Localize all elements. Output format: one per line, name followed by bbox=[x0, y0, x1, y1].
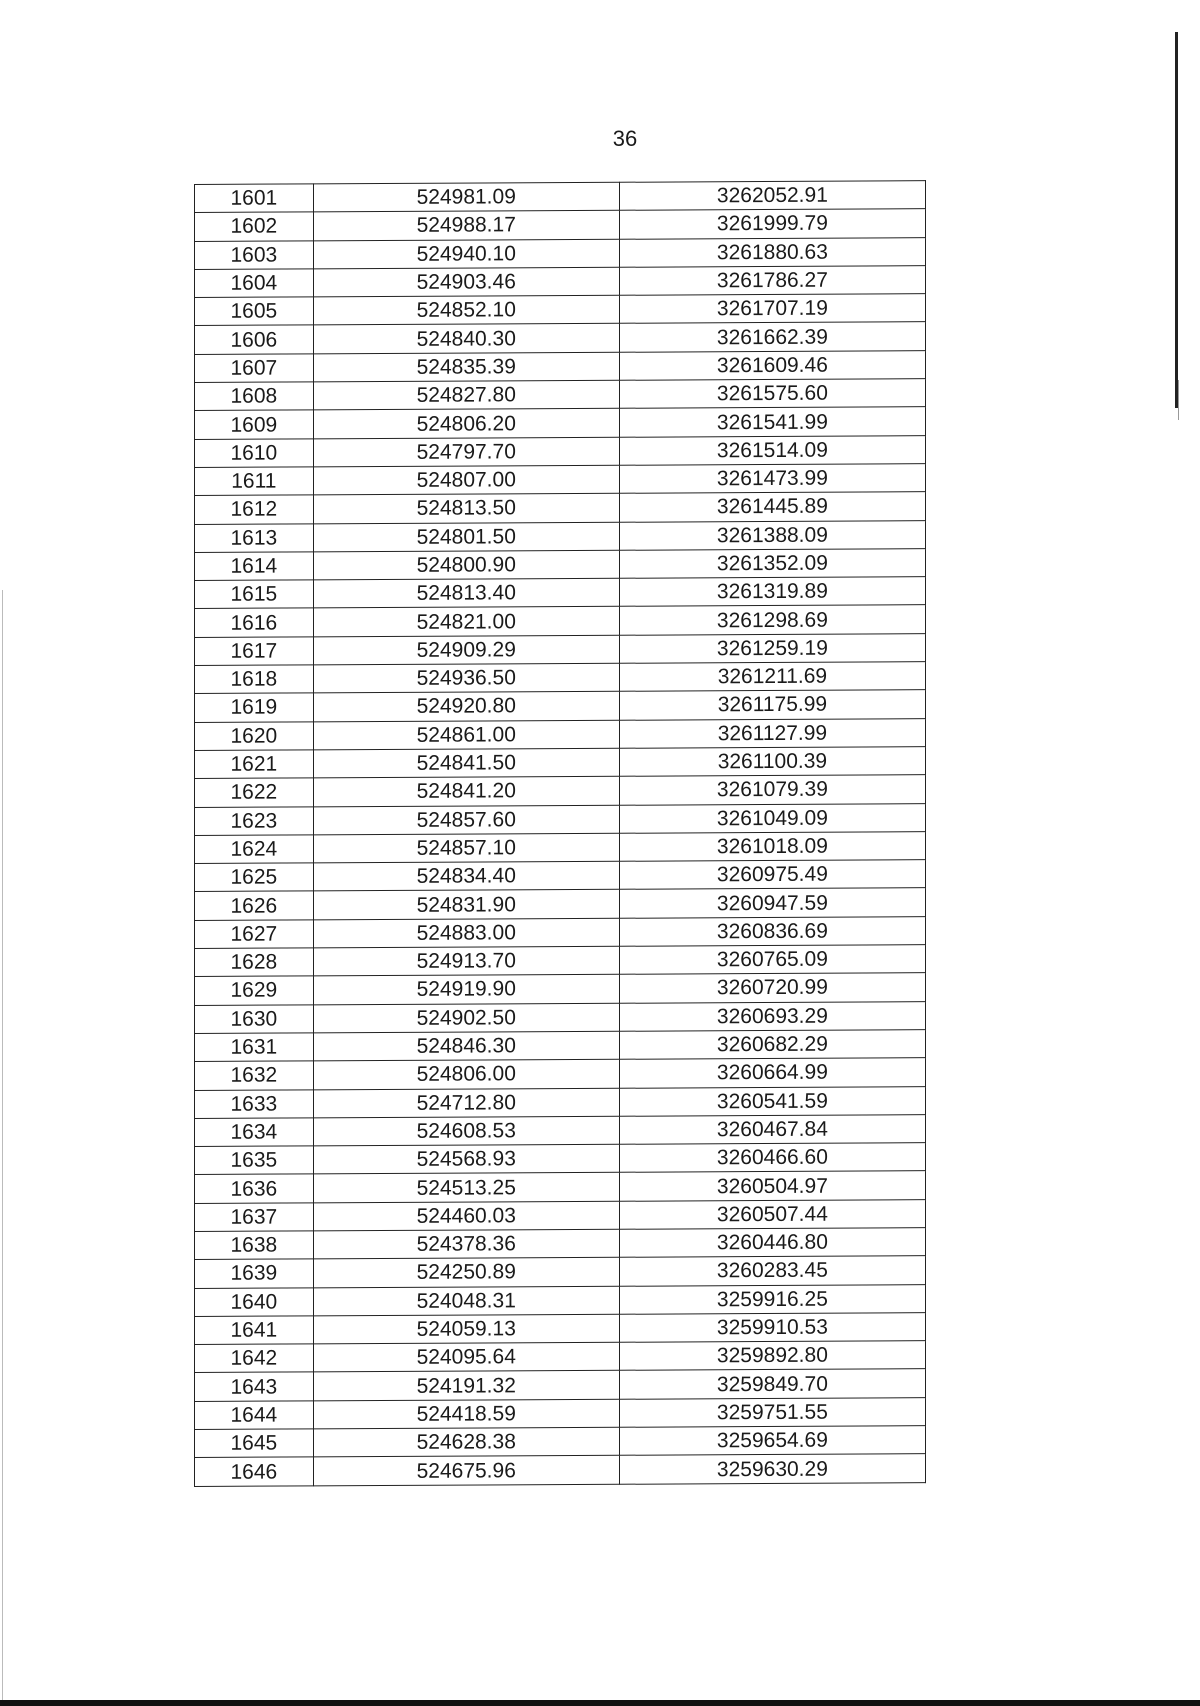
northing-cell: 3261445.89 bbox=[619, 492, 925, 522]
northing-cell: 3259849.70 bbox=[619, 1369, 925, 1399]
northing-cell: 3261100.39 bbox=[619, 747, 925, 777]
point-number-cell: 1611 bbox=[195, 467, 314, 496]
easting-cell: 524831.90 bbox=[313, 890, 619, 920]
easting-cell: 524857.10 bbox=[313, 833, 619, 863]
easting-cell: 524806.20 bbox=[313, 409, 619, 439]
northing-cell: 3261999.79 bbox=[619, 209, 925, 239]
northing-cell: 3261541.99 bbox=[619, 407, 925, 437]
easting-cell: 524513.25 bbox=[313, 1173, 619, 1203]
table-row bbox=[195, 181, 926, 213]
easting-cell: 524797.70 bbox=[313, 437, 619, 467]
easting-cell: 524834.40 bbox=[313, 861, 619, 891]
point-number-cell: 1601 bbox=[195, 184, 314, 213]
point-number-cell: 1631 bbox=[195, 1033, 314, 1062]
easting-cell: 524048.31 bbox=[313, 1286, 619, 1316]
northing-cell: 3261049.09 bbox=[619, 803, 925, 833]
northing-cell: 3260504.97 bbox=[619, 1171, 925, 1201]
easting-cell: 524857.60 bbox=[313, 805, 619, 835]
easting-cell: 524675.96 bbox=[313, 1456, 619, 1486]
northing-cell: 3260446.80 bbox=[619, 1228, 925, 1258]
point-number-cell: 1602 bbox=[195, 212, 314, 241]
table-row bbox=[195, 294, 926, 326]
easting-cell: 524800.90 bbox=[313, 550, 619, 580]
northing-cell: 3261018.09 bbox=[619, 831, 925, 861]
northing-cell: 3261127.99 bbox=[619, 718, 925, 748]
easting-cell: 524608.53 bbox=[313, 1116, 619, 1146]
point-number-cell: 1619 bbox=[195, 693, 314, 722]
point-number-cell: 1606 bbox=[195, 325, 314, 354]
table-row bbox=[195, 831, 926, 863]
easting-cell: 524813.50 bbox=[313, 494, 619, 524]
table-row bbox=[195, 464, 926, 496]
easting-cell: 524919.90 bbox=[313, 975, 619, 1005]
table-row bbox=[195, 492, 926, 524]
table-row bbox=[195, 322, 926, 354]
easting-cell: 524095.64 bbox=[313, 1342, 619, 1372]
northing-cell: 3260975.49 bbox=[619, 860, 925, 890]
table-row bbox=[195, 237, 926, 269]
page-number: 36 bbox=[612, 126, 638, 151]
table-row bbox=[195, 379, 926, 411]
table-row bbox=[195, 1313, 926, 1345]
point-number-cell: 1645 bbox=[195, 1429, 314, 1458]
easting-cell: 524920.80 bbox=[313, 692, 619, 722]
northing-cell: 3261211.69 bbox=[619, 662, 925, 692]
northing-cell: 3260765.09 bbox=[619, 945, 925, 975]
table-row bbox=[195, 945, 926, 977]
point-number-cell: 1624 bbox=[195, 835, 314, 864]
point-number-cell: 1608 bbox=[195, 382, 314, 411]
easting-cell: 524981.09 bbox=[313, 182, 619, 212]
point-number-cell: 1603 bbox=[195, 240, 314, 269]
northing-cell: 3260283.45 bbox=[619, 1256, 925, 1286]
table-row bbox=[195, 209, 926, 241]
northing-cell: 3260664.99 bbox=[619, 1058, 925, 1088]
table-row bbox=[195, 1426, 926, 1458]
easting-cell: 524821.00 bbox=[313, 607, 619, 637]
table-row bbox=[195, 1454, 926, 1486]
scan-border-right bbox=[1175, 32, 1178, 408]
table-row bbox=[195, 549, 926, 581]
easting-cell: 524813.40 bbox=[313, 578, 619, 608]
point-number-cell: 1620 bbox=[195, 722, 314, 751]
table-row bbox=[195, 350, 926, 382]
point-number-cell: 1633 bbox=[195, 1089, 314, 1118]
point-number-cell: 1604 bbox=[195, 269, 314, 298]
easting-cell: 524628.38 bbox=[313, 1427, 619, 1457]
table-row bbox=[195, 803, 926, 835]
point-number-cell: 1607 bbox=[195, 354, 314, 383]
point-number-cell: 1621 bbox=[195, 750, 314, 779]
easting-cell: 524902.50 bbox=[313, 1003, 619, 1033]
table-row bbox=[195, 1171, 926, 1203]
point-number-cell: 1623 bbox=[195, 806, 314, 835]
northing-cell: 3260467.84 bbox=[619, 1114, 925, 1144]
easting-cell: 524801.50 bbox=[313, 522, 619, 552]
easting-cell: 524806.00 bbox=[313, 1059, 619, 1089]
northing-cell: 3261707.19 bbox=[619, 294, 925, 324]
point-number-cell: 1625 bbox=[195, 863, 314, 892]
easting-cell: 524250.89 bbox=[313, 1258, 619, 1288]
scan-border-bottom bbox=[0, 1700, 1200, 1706]
northing-cell: 3260682.29 bbox=[619, 1030, 925, 1060]
easting-cell: 524903.46 bbox=[313, 267, 619, 297]
table-row bbox=[195, 633, 926, 665]
easting-cell: 524191.32 bbox=[313, 1371, 619, 1401]
easting-cell: 524841.20 bbox=[313, 777, 619, 807]
point-number-cell: 1641 bbox=[195, 1316, 314, 1345]
table-row bbox=[195, 747, 926, 779]
northing-cell: 3260836.69 bbox=[619, 916, 925, 946]
northing-cell: 3261079.39 bbox=[619, 775, 925, 805]
table-row bbox=[195, 435, 926, 467]
point-number-cell: 1618 bbox=[195, 665, 314, 694]
point-number-cell: 1637 bbox=[195, 1203, 314, 1232]
table-row bbox=[195, 520, 926, 552]
easting-cell: 524913.70 bbox=[313, 946, 619, 976]
northing-cell: 3262052.91 bbox=[619, 181, 925, 211]
table-row bbox=[195, 1256, 926, 1288]
table-row bbox=[195, 1228, 926, 1260]
table-row bbox=[195, 266, 926, 298]
point-number-cell: 1622 bbox=[195, 778, 314, 807]
table-row bbox=[195, 1284, 926, 1316]
table-row bbox=[195, 690, 926, 722]
point-number-cell: 1646 bbox=[195, 1457, 314, 1486]
northing-cell: 3261609.46 bbox=[619, 350, 925, 380]
northing-cell: 3260466.60 bbox=[619, 1143, 925, 1173]
northing-cell: 3261319.89 bbox=[619, 577, 925, 607]
northing-cell: 3259751.55 bbox=[619, 1397, 925, 1427]
table-row bbox=[195, 1114, 926, 1146]
easting-cell: 524940.10 bbox=[313, 239, 619, 269]
table-row bbox=[195, 1341, 926, 1373]
easting-cell: 524861.00 bbox=[313, 720, 619, 750]
point-number-cell: 1640 bbox=[195, 1287, 314, 1316]
table-row bbox=[195, 860, 926, 892]
point-number-cell: 1632 bbox=[195, 1061, 314, 1090]
point-number-cell: 1627 bbox=[195, 920, 314, 949]
table-row bbox=[195, 1369, 926, 1401]
coordinates-table bbox=[194, 180, 926, 1486]
table-row bbox=[195, 1001, 926, 1033]
point-number-cell: 1609 bbox=[195, 410, 314, 439]
point-number-cell: 1629 bbox=[195, 976, 314, 1005]
point-number-cell: 1610 bbox=[195, 439, 314, 468]
easting-cell: 524712.80 bbox=[313, 1088, 619, 1118]
northing-cell: 3260720.99 bbox=[619, 973, 925, 1003]
table-row bbox=[195, 1143, 926, 1175]
point-number-cell: 1616 bbox=[195, 608, 314, 637]
point-number-cell: 1636 bbox=[195, 1174, 314, 1203]
easting-cell: 524846.30 bbox=[313, 1031, 619, 1061]
northing-cell: 3261352.09 bbox=[619, 549, 925, 579]
easting-cell: 524841.50 bbox=[313, 748, 619, 778]
point-number-cell: 1615 bbox=[195, 580, 314, 609]
easting-cell: 524418.59 bbox=[313, 1399, 619, 1429]
northing-cell: 3260693.29 bbox=[619, 1001, 925, 1031]
table-row bbox=[195, 577, 926, 609]
northing-cell: 3261786.27 bbox=[619, 266, 925, 296]
northing-cell: 3261175.99 bbox=[619, 690, 925, 720]
easting-cell: 524827.80 bbox=[313, 380, 619, 410]
table-row bbox=[195, 718, 926, 750]
northing-cell: 3259892.80 bbox=[619, 1341, 925, 1371]
table-row bbox=[195, 888, 926, 920]
table-row bbox=[195, 407, 926, 439]
point-number-cell: 1642 bbox=[195, 1344, 314, 1373]
easting-cell: 524988.17 bbox=[313, 211, 619, 241]
point-number-cell: 1638 bbox=[195, 1231, 314, 1260]
table-row bbox=[195, 1397, 926, 1429]
northing-cell: 3260947.59 bbox=[619, 888, 925, 918]
easting-cell: 524883.00 bbox=[313, 918, 619, 948]
point-number-cell: 1613 bbox=[195, 523, 314, 552]
point-number-cell: 1612 bbox=[195, 495, 314, 524]
point-number-cell: 1626 bbox=[195, 891, 314, 920]
northing-cell: 3261514.09 bbox=[619, 435, 925, 465]
easting-cell: 524852.10 bbox=[313, 295, 619, 325]
northing-cell: 3261575.60 bbox=[619, 379, 925, 409]
easting-cell: 524807.00 bbox=[313, 465, 619, 495]
point-number-cell: 1628 bbox=[195, 948, 314, 977]
easting-cell: 524840.30 bbox=[313, 324, 619, 354]
table-row bbox=[195, 1058, 926, 1090]
scan-border-left bbox=[2, 590, 3, 1700]
northing-cell: 3261880.63 bbox=[619, 237, 925, 267]
table-row bbox=[195, 775, 926, 807]
northing-cell: 3261388.09 bbox=[619, 520, 925, 550]
point-number-cell: 1635 bbox=[195, 1146, 314, 1175]
northing-cell: 3261473.99 bbox=[619, 464, 925, 494]
point-number-cell: 1605 bbox=[195, 297, 314, 326]
table-row bbox=[195, 1086, 926, 1118]
table-row bbox=[195, 605, 926, 637]
northing-cell: 3260541.59 bbox=[619, 1086, 925, 1116]
point-number-cell: 1617 bbox=[195, 637, 314, 666]
northing-cell: 3259654.69 bbox=[619, 1426, 925, 1456]
easting-cell: 524909.29 bbox=[313, 635, 619, 665]
point-number-cell: 1614 bbox=[195, 552, 314, 581]
northing-cell: 3259910.53 bbox=[619, 1313, 925, 1343]
table-row bbox=[195, 662, 926, 694]
easting-cell: 524059.13 bbox=[313, 1314, 619, 1344]
northing-cell: 3261259.19 bbox=[619, 633, 925, 663]
easting-cell: 524378.36 bbox=[313, 1229, 619, 1259]
easting-cell: 524460.03 bbox=[313, 1201, 619, 1231]
scan-border-right-faint bbox=[1178, 380, 1179, 420]
easting-cell: 524936.50 bbox=[313, 663, 619, 693]
coordinates-table-body bbox=[195, 181, 926, 1486]
table-row bbox=[195, 1030, 926, 1062]
easting-cell: 524835.39 bbox=[313, 352, 619, 382]
northing-cell: 3260507.44 bbox=[619, 1199, 925, 1229]
point-number-cell: 1630 bbox=[195, 1004, 314, 1033]
table-row bbox=[195, 916, 926, 948]
table-row bbox=[195, 1199, 926, 1231]
table-row bbox=[195, 973, 926, 1005]
point-number-cell: 1634 bbox=[195, 1118, 314, 1147]
point-number-cell: 1643 bbox=[195, 1372, 314, 1401]
easting-cell: 524568.93 bbox=[313, 1144, 619, 1174]
northing-cell: 3259916.25 bbox=[619, 1284, 925, 1314]
point-number-cell: 1644 bbox=[195, 1401, 314, 1430]
point-number-cell: 1639 bbox=[195, 1259, 314, 1288]
northing-cell: 3261298.69 bbox=[619, 605, 925, 635]
northing-cell: 3261662.39 bbox=[619, 322, 925, 352]
northing-cell: 3259630.29 bbox=[619, 1454, 925, 1484]
